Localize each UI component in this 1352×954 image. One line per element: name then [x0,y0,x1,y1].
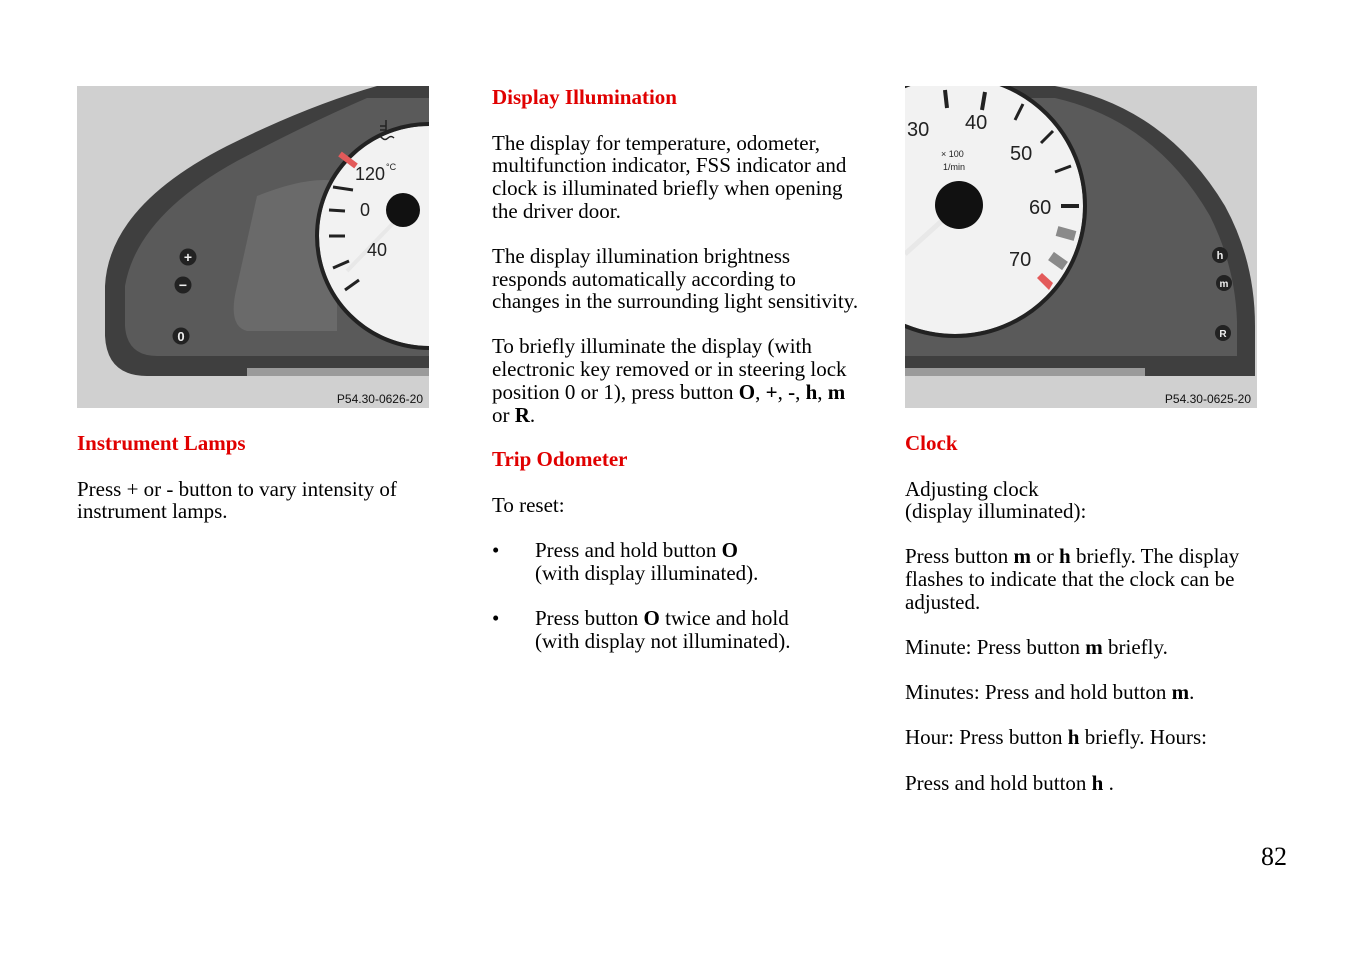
tach-label-40: 40 [965,112,988,134]
display-illumination-p2: The display illumination brightness responds automatically according to changes in the surrounding light sensitivity. [492,243,859,314]
minus-button[interactable] [175,277,192,294]
figure-caption: P54.30-0626-20 [336,392,423,406]
svg-text:−: − [178,277,188,293]
tach-label-50: 50 [1010,143,1033,165]
bullet-item-2: • Press button O twice and hold (with display not illuminated). [492,605,791,653]
instrument-lamps-figure [77,86,429,408]
display-illumination-heading: Display Illumination [492,85,677,109]
middle-column [492,86,862,652]
right-column [905,86,1275,794]
svg-text:m: m [1219,279,1229,290]
clock-figure [905,86,1257,408]
gauge-label-40: 40 [367,240,388,260]
instrument-cluster-left-illustration [77,86,429,408]
minutes-text: Minutes: Press and hold button m. [905,680,1195,705]
tach-unit-rpm: 1/min [943,162,966,172]
bullet-item-1: • Press and hold button O (with display illuminated). [492,537,759,585]
reset-0-button[interactable] [173,328,190,345]
minute-text: Minute: Press button m briefly. [905,635,1168,660]
gauge-label-120: 120 [355,164,386,184]
trip-odometer-heading: Trip Odometer [492,447,628,472]
svg-text:h: h [1216,250,1224,262]
r-button[interactable] [1215,325,1231,341]
tach-label-60: 60 [1029,197,1052,219]
svg-text:0: 0 [177,329,185,344]
figure-caption: P54.30-0625-20 [1164,392,1251,406]
clock-heading: Clock [905,431,958,455]
display-illumination-p3: To briefly illuminate the display (with electronic key removed or in steering lock position 0 or 1), press button O, +, -, h, m or R. [492,334,847,427]
tach-unit-multiplier: × 100 [941,149,964,159]
display-illumination-p1: The display for temperature, odometer, multifunction indicator, FSS indicator and clock is illuminated briefly when opening the driver door. [492,130,847,223]
h-button[interactable] [1212,247,1228,263]
hour-text: Hour: Press button h briefly. Hours: [905,725,1207,750]
instrument-cluster-right-illustration [905,86,1257,408]
clock-p1: Press button m or h briefly. The display flashes to indicate that the clock can be adjusted. [905,544,1240,614]
adjusting-clock-text: Adjusting clock (display illuminated): [905,476,1087,524]
svg-text:+: + [183,249,193,265]
tach-label-70: 70 [1009,249,1032,271]
gauge-label-celsius: °C [386,162,397,172]
instrument-lamps-heading: Instrument Lamps [77,431,246,455]
instrument-lamps-text: Press + or - button to vary intensity of instrument lamps. [77,476,397,524]
svg-text:R: R [1219,329,1227,340]
hours-hold-text: Press and hold button h . [905,770,1114,795]
page-number: 82 [1261,842,1287,871]
reset-label: To reset: [492,492,565,517]
plus-button[interactable] [180,249,197,266]
left-column [77,86,437,523]
tach-label-30: 30 [907,119,930,141]
gauge-label-0: 0 [360,200,371,220]
m-button[interactable] [1216,275,1232,291]
